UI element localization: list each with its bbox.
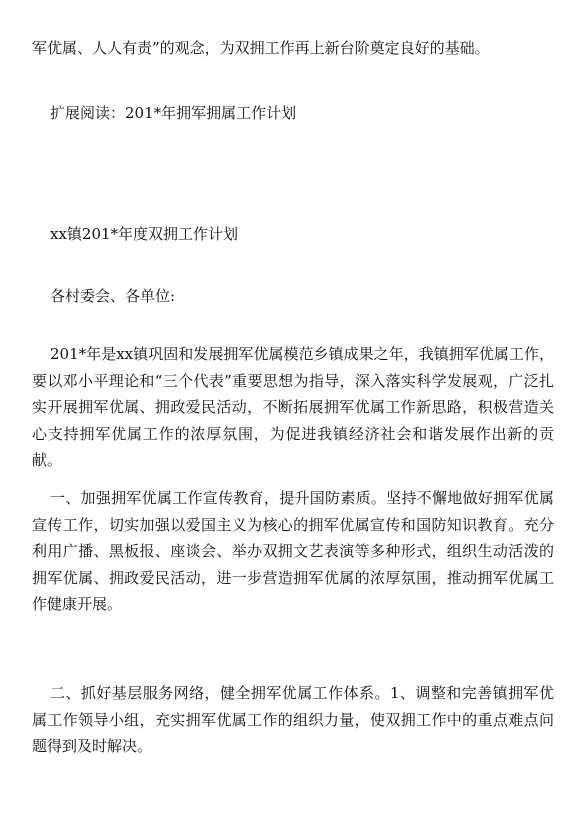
paragraph-section-two: 二、抓好基层服务网络，健全拥军优属工作体系。1、调整和完善镇拥军优属工作领导小组，充实拥军优属工作的组织力量，使双拥工作中的重点难点问题得到及时解决。: [32, 684, 554, 756]
plan-title: xx镇201*年度双拥工作计划: [50, 225, 239, 243]
paragraph-section-one: 一、加强拥军优属工作宣传教育，提升国防素质。坚持不懈地做好拥军优属宣传工作，切实加强以爱国主义为核心的拥军优属宣传和国防知识教育。充分利用广播、黑板报、座谈会、举办双拥文艺表演等多种形式，组织生动活泼的拥军优属、拥政爱民活动，进一步营造拥军优属的浓厚氛围，推动拥军优属工作健康开展。: [32, 489, 554, 614]
salutation: 各村委会、各单位:: [50, 287, 176, 305]
paragraph-intro: 201*年是xx镇巩固和发展拥军优属模范乡镇成果之年，我镇拥军优属工作，要以邓小平理论和“三个代表”重要思想为指导，深入落实科学发展观，广泛扎实开展拥军优属、拥政爱民活动，不断拓展拥军优属工作新思路，积极营造关心支持拥军优属工作的浓厚氛围，为促进我镇经济社会和谐发展作出新的贡献。: [32, 345, 554, 470]
extended-reading-heading: 扩展阅读：201*年拥军拥属工作计划: [50, 104, 297, 122]
intro-line: 军优属、人人有责”的观念，为双拥工作再上新台阶奠定良好的基础。: [32, 39, 490, 57]
